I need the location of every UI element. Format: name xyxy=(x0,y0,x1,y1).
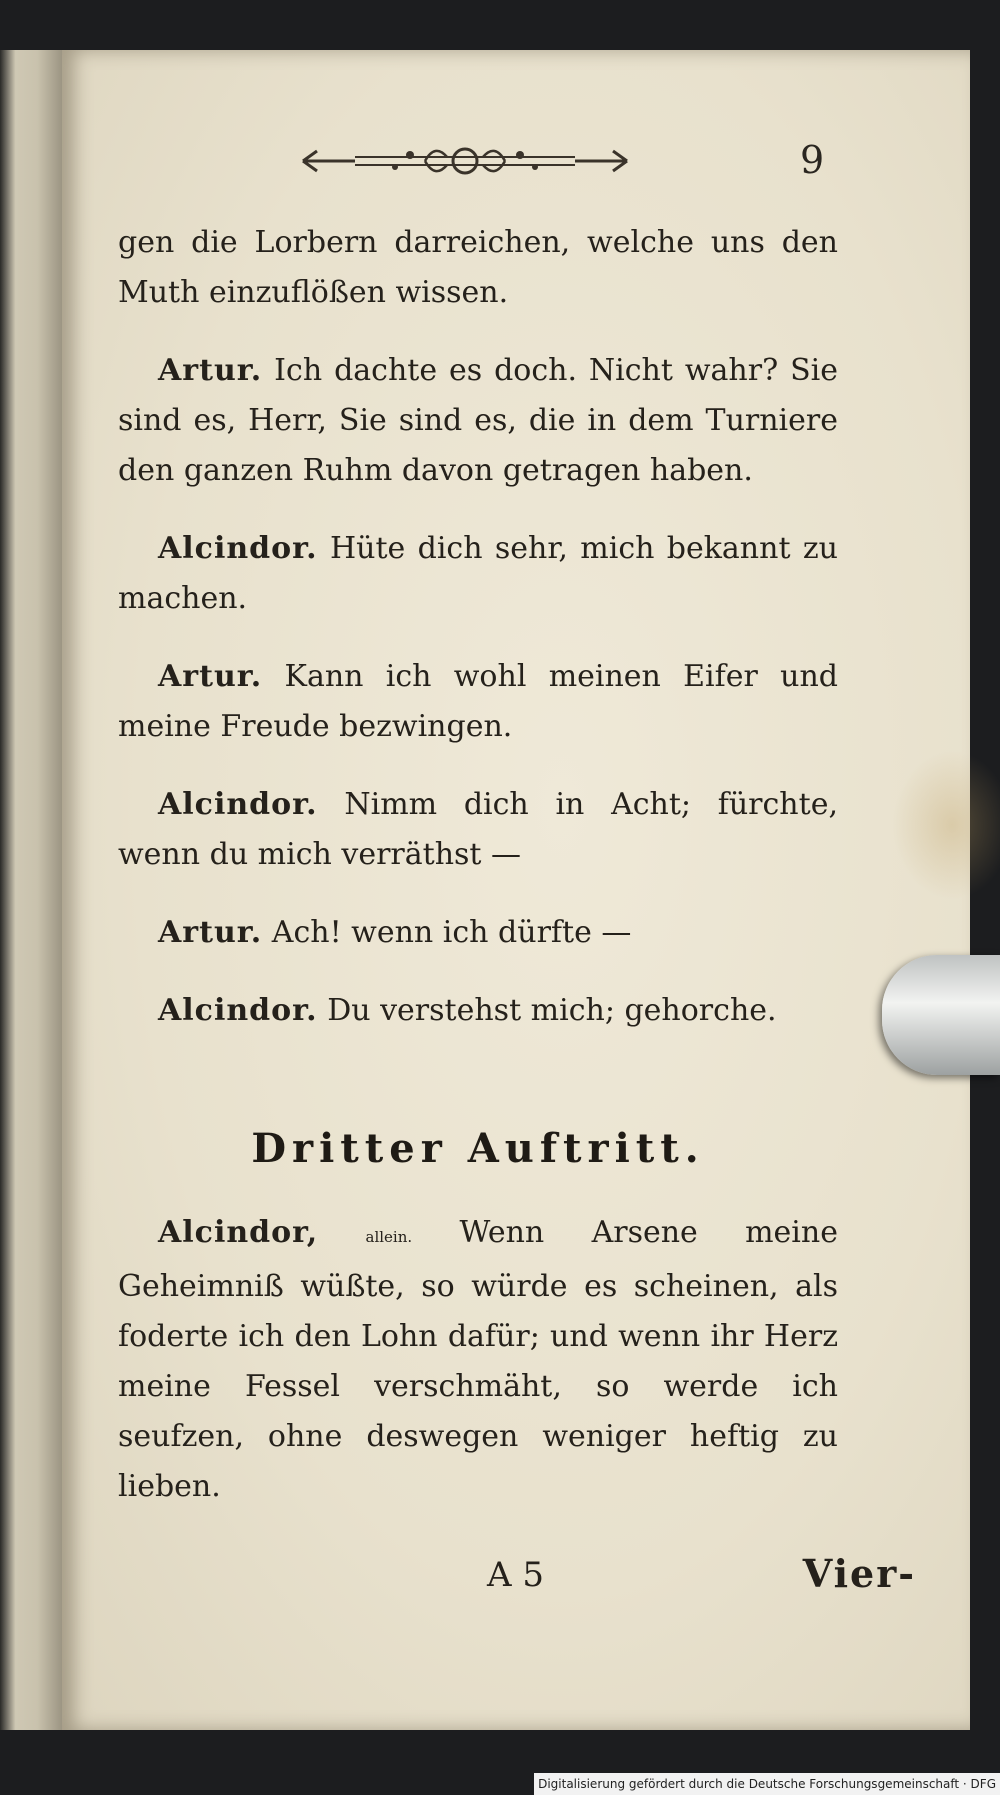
stage-direction: allein. xyxy=(365,1228,413,1246)
paragraph-0-text: gen die Lorbern darreichen, welche uns den Muth einzuflößen wissen. xyxy=(118,225,838,310)
paper-stain xyxy=(892,750,1000,900)
speaker-label: Artur. xyxy=(158,915,263,950)
speaker-label: Artur. xyxy=(158,353,263,388)
book-left-edge xyxy=(0,50,62,1730)
speaker-label: Artur. xyxy=(158,659,263,694)
dialogue-text: Ach! wenn ich dürfte — xyxy=(271,915,632,950)
speaker-label: Alcindor. xyxy=(158,787,318,822)
paragraph-2 xyxy=(118,524,838,624)
speaker-label: Alcindor. xyxy=(158,993,318,1028)
signature-mark: A 5 xyxy=(487,1555,544,1595)
paragraph-6 xyxy=(118,986,838,1036)
paragraph-4 xyxy=(118,780,838,880)
scene-text: Wenn Arsene meine Geheimniß wüßte, so würde es scheinen, als foderte ich den Lohn dafür; und wenn ihr Herz meine Fessel verschmäht, so werde ich seufzen, ohne deswegen weniger heftig zu lieben. xyxy=(118,1215,838,1504)
dialogue-text: Ich dachte es doch. Nicht wahr? Sie sind es, Herr, Sie sind es, die in dem Turniere den ganzen Ruhm davon getragen haben. xyxy=(118,353,838,488)
dialogue-text: Kann ich wohl meinen Eifer und meine Freude bezwingen. xyxy=(118,659,838,744)
paragraph-5 xyxy=(118,908,838,958)
speaker-label: Alcindor. xyxy=(158,531,318,566)
paragraph-3 xyxy=(118,652,838,752)
text-body xyxy=(118,218,838,1540)
paragraph-1 xyxy=(118,346,838,496)
decorative-ornament xyxy=(295,135,635,187)
catchword: Vier- xyxy=(802,1551,916,1596)
dialogue-text: Du verstehst mich; gehorche. xyxy=(327,993,777,1028)
scene-heading: Dritter Auftritt. xyxy=(251,1125,705,1172)
scene-speaker: Alcindor, xyxy=(158,1215,319,1250)
dialogue-text: Nimm dich in Acht; fürchte, wenn du mich verräthst — xyxy=(118,787,838,872)
dialogue-text: Hüte dich sehr, mich bekannt zu machen. xyxy=(118,531,838,616)
paragraph-0 xyxy=(118,218,838,318)
page-footer xyxy=(62,1551,970,1615)
page-number: 9 xyxy=(800,138,825,182)
scene-paragraph xyxy=(118,1208,838,1512)
page-clip xyxy=(882,955,1000,1075)
digitization-credit: Digitalisierung gefördert durch die Deutsche Forschungsgemeinschaft · DFG xyxy=(534,1773,1000,1795)
